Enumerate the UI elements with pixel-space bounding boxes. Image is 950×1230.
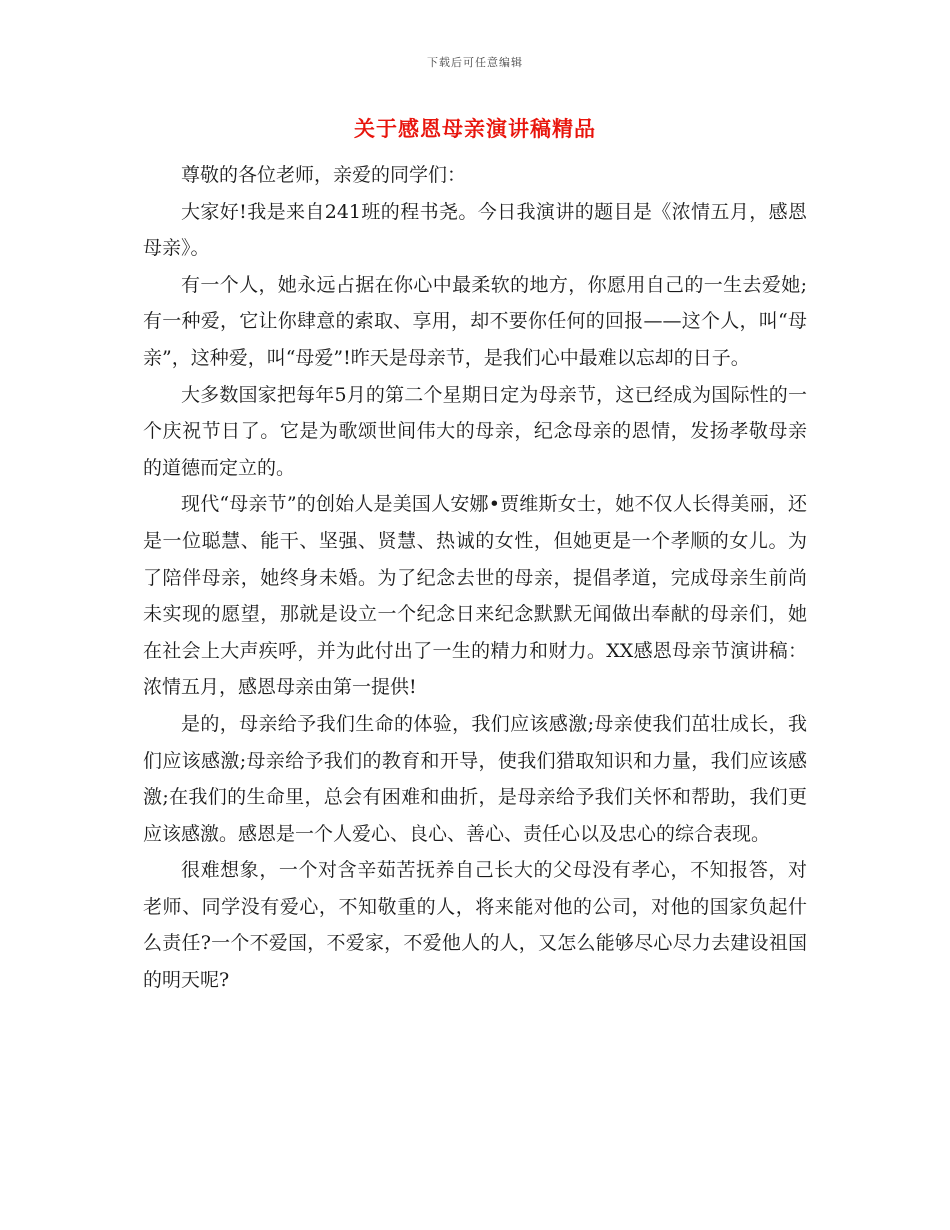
- document-body: [143, 157, 807, 999]
- paragraph: 有一个人，她永远占据在你心中最柔软的地方，你愿用自己的一生去爱她;有一种爱，它让你肆意的索取、享用，却不要你任何的回报——这个人，叫“母亲”，这种爱，叫“母爱”!昨天是母亲节，是我们心中最难以忘却的日子。: [143, 273, 807, 369]
- paragraph: 很难想象，一个对含辛茹苦抚养自己长大的父母没有孝心，不知报答，对老师、同学没有爱心，不知敬重的人，将来能对他的公司，对他的国家负起什么责任?一个不爱国，不爱家，不爱他人的人，又怎么能够尽心尽力去建设祖国的明天呢?: [143, 859, 807, 992]
- document-title: 关于感恩母亲演讲稿精品: [354, 116, 596, 141]
- paragraph-greeting: 尊敬的各位老师，亲爱的同学们：: [181, 164, 467, 186]
- paragraph: 是的，母亲给予我们生命的体验，我们应该感激;母亲使我们茁壮成长，我们应该感激;母亲给予我们的教育和开导，使我们猎取知识和力量，我们应该感激;在我们的生命里，总会有困难和曲折，是母亲给予我们关怀和帮助，我们更应该感激。感恩是一个人爱心、良心、善心、责任心以及忠心的综合表现。: [143, 712, 807, 845]
- paragraph: 大多数国家把每年5月的第二个星期日定为母亲节，这已经成为国际性的一个庆祝节日了。它是为歌颂世间伟大的母亲，纪念母亲的恩情，发扬孝敬母亲的道德而定立的。: [143, 383, 807, 479]
- paragraph: 现代“母亲节”的创始人是美国人安娜•贾维斯女士，她不仅人长得美丽，还是一位聪慧、能干、坚强、贤慧、热诚的女性，但她更是一个孝顺的女儿。为了陪伴母亲，她终身未婚。为了纪念去世的母亲，提倡孝道，完成母亲生前尚未实现的愿望，那就是设立一个纪念日来纪念默默无闻做出奉献的母亲们，她在社会上大声疾呼，并为此付出了一生的精力和财力。XX感恩母亲节演讲稿：浓情五月，感恩母亲由第一提供!: [143, 493, 807, 699]
- page-header-note: 下载后可任意编辑: [427, 56, 523, 69]
- paragraph: 大家好!我是来自241班的程书尧。今日我演讲的题目是《浓情五月，感恩母亲》。: [143, 200, 807, 260]
